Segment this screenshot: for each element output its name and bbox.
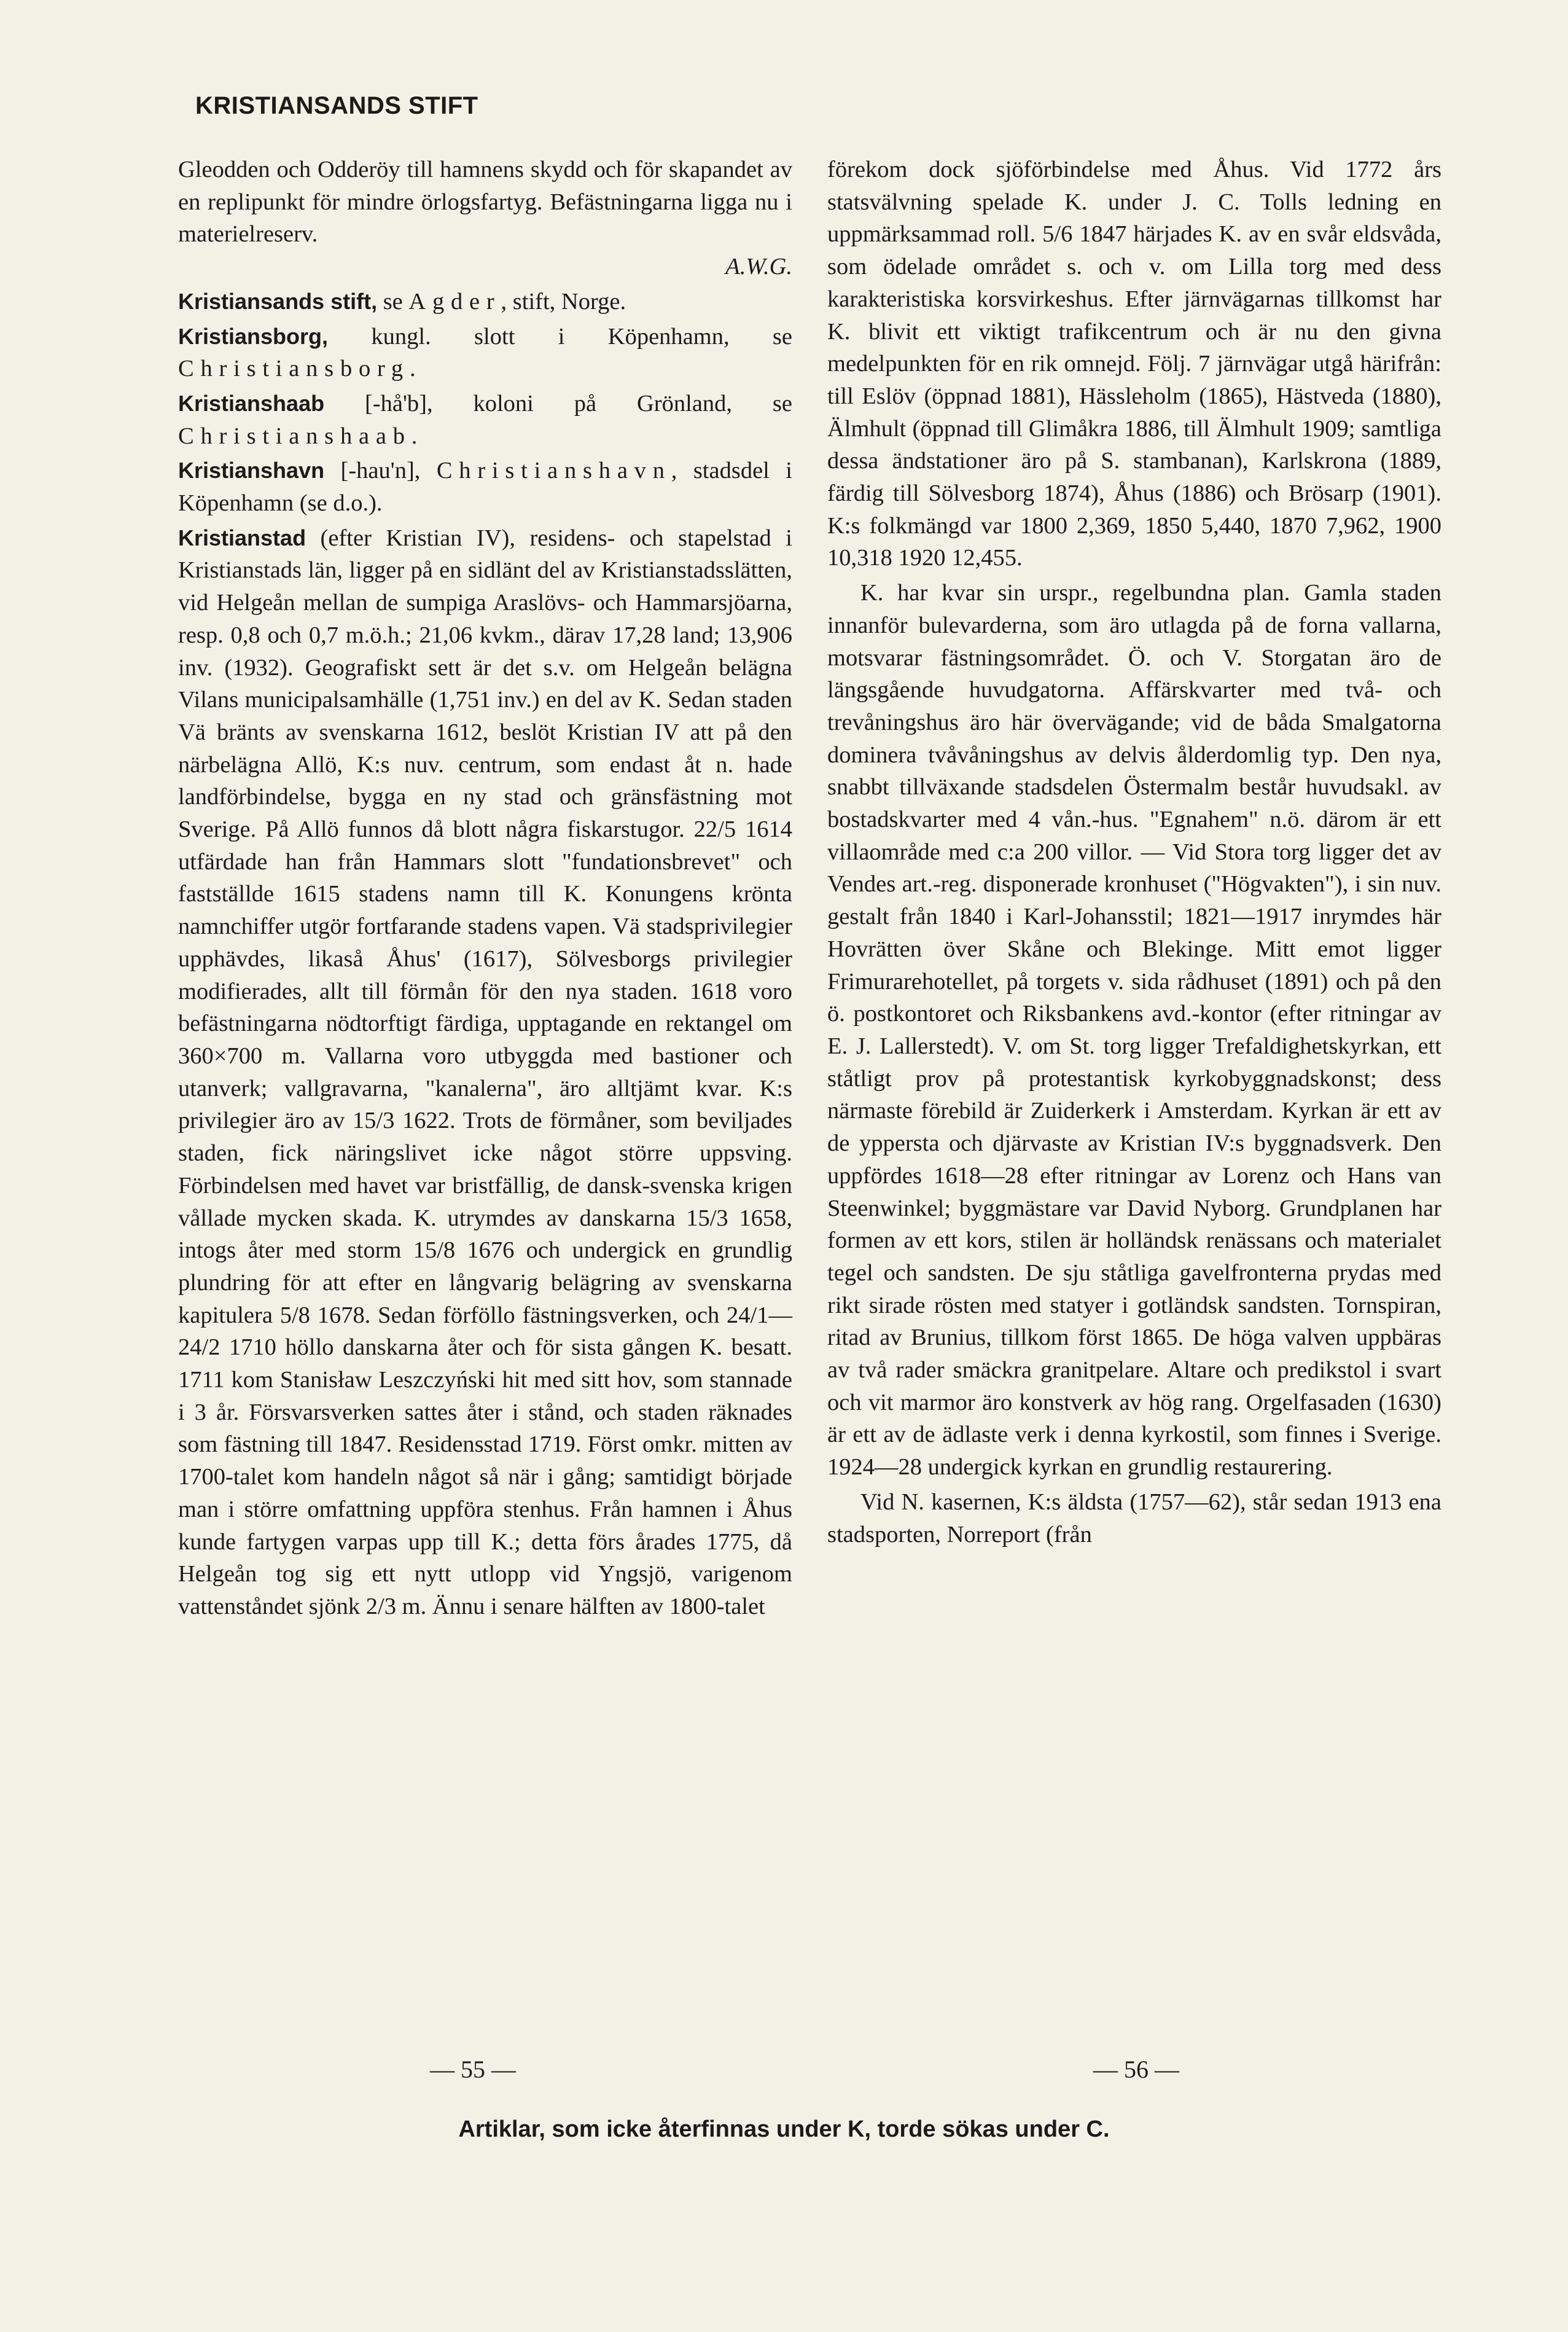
left-column bbox=[178, 154, 792, 1623]
entry-headword: Kristianstad bbox=[178, 525, 306, 550]
entry-text: , stadsdel i Köpenhamn (se d.o.). bbox=[178, 458, 792, 517]
entry-kristiansborg bbox=[178, 321, 792, 385]
entry-text: . bbox=[409, 356, 416, 382]
cross-reference: Christianshaab bbox=[178, 423, 412, 449]
entry-kristianstad bbox=[178, 522, 792, 1623]
entry-text: kungl. slott i Köpenhamn, se bbox=[328, 323, 792, 350]
paragraph bbox=[178, 154, 792, 283]
right-column bbox=[827, 154, 1441, 1551]
entry-kristianshaab bbox=[178, 388, 792, 452]
entry-kristianshavn bbox=[178, 455, 792, 519]
cross-reference: Christiansborg bbox=[178, 356, 410, 382]
page-number-left: — 55 — bbox=[430, 2056, 516, 2083]
entry-text: (efter Kristian IV), residens- och stapelstad i Kristianstads län, ligger på en sidlänt del av Kristianstadsslätten, vid Helgeån mellan de sumpiga Araslövs- och Hammarsjöarna, resp. 0,8 och 0,7 m.ö.h.; 21,06 kvkm., därav 17,28 land; 13,906 inv. (1932). Geografiskt sett är det s.v. om Helgeån belägna Vilans municipalsamhälle (1,751 inv.) en del av K. Sedan staden Vä bränts av svenskarna 1612, beslöt Kristian IV att på den närbelägna Allö, K:s nuv. centrum, som endast åt n. hade landförbindelse, bygga en ny stad och gränsfästning mot Sverige. På Allö funnos då blott några fiskarstugor. 22/5 1614 utfärdade han från Hammars slott "fundationsbrevet" och fastställde 1615 stadens namn till K. Konungens krönta namnchiffer utgör fortfarande stadens vapen. Vä stadsprivilegier upphävdes, likaså Åhus' (1617), Sölvesborgs privilegier modifierades, allt till förmån för den nya staden. 1618 voro befästningarna nödtorftigt färdiga, upptagande en rektangel om 360×700 m. Vallarna voro utbyggda med bastioner och utanverk; vallgravarna, "kanalerna", äro alltjämt kvar. K:s privilegier äro av 15/3 1622. Trots de förmåner, som beviljades staden, fick näringslivet icke något större uppsving. Förbindelsen med havet var bristfällig, de dansk-svenska krigen vållade mycken skada. K. utrymdes av danskarna 15/3 1658, intogs åter med storm 15/8 1676 och undergick en grundlig plundring för att efter en långvarig belägring av svenskarna kapitulera 5/8 1678. Sedan förföllo fästningsverken, och 24/1—24/2 1710 höllo danskarna åter och för sista gången K. besatt. 1711 kom Stanisław Leszczyński hit med sitt hov, som stannade i 3 år. Försvarsverken sattes åter i stånd, och staden räknades som fästning till 1847. Residensstad 1719. Först omkr. mitten av 1700-talet kom handeln något så när i gång; samtidigt började man i större omfattning uppföra stenhus. Från hamnen i Åhus kunde fartygen varpas upp till K.; detta förs årades 1775, då Helgeån tog sig ett nytt utlopp vid Yngsjö, varigenom vattenståndet sjönk 2/3 m. Ännu i senare hälften av 1800-talet bbox=[178, 525, 792, 1619]
entry-headword: Kristiansands stift, bbox=[178, 288, 378, 314]
author-signature: A.W.G. bbox=[725, 254, 792, 280]
entry-headword: Kristianshaab bbox=[178, 390, 325, 416]
entry-text: [-hau'n], bbox=[324, 458, 437, 484]
paragraph: förekom dock sjöförbindelse med Åhus. Vid 1772 års statsvälvning spelade K. under J. C. Tolls ledning en uppmärksammad roll. 5/6 1847 härjades K. av en svår eldsvåda, som ödelade området s. och v. om Lilla torg med dess karakteristiska korsvirkeshus. Efter järnvägarnas tillkomst har K. blivit ett viktigt trafikcentrum och är nu den givna medelpunkten för en rik omnejd. Följ. 7 järnvägar utgå härifrån: till Eslöv (öppnad 1881), Hässleholm (1865), Hästveda (1880), Älmhult (öppnad till Glimåkra 1886, till Älmhult 1909; samtliga dessa ändstationer äro på S. stambanan), Karlskrona (1889, färdig till Sölvesborg 1874), Åhus (1886) och Brösarp (1901). K:s folkmängd var 1800 2,369, 1850 5,440, 1870 7,962, 1900 10,318 1920 12,455. bbox=[827, 157, 1441, 571]
cross-reference: Agder bbox=[408, 288, 501, 315]
cross-reference: Christianshavn bbox=[436, 458, 671, 484]
entry-text: . bbox=[411, 423, 418, 449]
entry-kristiansands-stift bbox=[178, 286, 792, 318]
entry-text: , stift, Norge. bbox=[501, 288, 626, 315]
entry-text: se bbox=[377, 288, 409, 315]
paragraph: K. har kvar sin urspr., regelbundna plan. Gamla staden innanför bulevarderna, som äro utlagda på de forna vallarna, motsvarar fästningsområdet. Ö. och V. Storgatan äro de längsgående huvudgatorna. Affärskvarter med två- och trevåningshus äro här övervägande; vid de båda Smalgatorna dominera tvåvåningshus av delvis ålderdomlig typ. Den nya, snabbt tillväxande stadsdelen Östermalm består huvudsakl. av bostadskvarter med 4 vån.-hus. "Egnahem" n.ö. därom är ett villaområde med c:a 200 villor. — Vid Stora torg ligger det av Vendes art.-reg. disponerade kronhuset ("Högvakten"), i sin nuv. gestalt från 1840 i Karl-Johansstil; 1821—1917 inrymdes här Hovrätten över Skåne och Blekinge. Mitt emot ligger Frimurarehotellet, på torgets v. sida rådhuset (1891) och på den ö. postkontoret och Riksbankens avd.-kontor (efter ritningar av E. J. Lallerstedt). V. om St. torg ligger Trefaldighetskyrkan, ett ståtligt prov på protestantisk kyrkobyggnadskonst; dess närmaste förebild är Zuiderkerk i Amsterdam. Kyrkan är ett av de yppersta och djärvaste av Kristian IV:s byggnadsverk. Den uppfördes 1618—28 efter ritningar av Lorenz och Hans van Steenwinkel; byggmästare var David Nyborg. Grundplanen har formen av ett kors, stilen är holländsk renässans och materialet tegel och sandsten. De sju ståtliga gavelfronterna prydas med rikt sirade rösten med statyer i gotländsk sandsten. Tornspiran, ritad av Brunius, tillkom först 1865. De höga valven uppbäras av två rader smäckra granitpelare. Altare och predikstol i svart och vit marmor äro konstverk av hög rang. Orgelfasaden (1630) är ett av de ädlaste verk i denna kyrkostil, som finnes i Sverige. 1924—28 undergick kyrkan en grundlig restaurering. bbox=[827, 580, 1441, 1481]
entry-headword: Kristiansborg, bbox=[178, 323, 329, 349]
footer-note: Artiklar, som icke återfinnas under K, torde sökas under C. bbox=[458, 2116, 1110, 2142]
page-number-right: — 56 — bbox=[1093, 2056, 1179, 2083]
entry-text: [-hå'b], koloni på Grönland, se bbox=[324, 390, 792, 417]
paragraph-text: Gleodden och Odderöy till hamnens skydd och för skapandet av en replipunkt för mindre örlogsfartyg. Befästningarna ligga nu i materielreserv. bbox=[178, 157, 792, 248]
entry-headword: Kristianshavn bbox=[178, 458, 325, 483]
running-header: KRISTIANSANDS STIFT bbox=[195, 92, 478, 119]
paragraph: Vid N. kasernen, K:s äldsta (1757—62), står sedan 1913 ena stadsporten, Norreport (från bbox=[827, 1489, 1441, 1547]
